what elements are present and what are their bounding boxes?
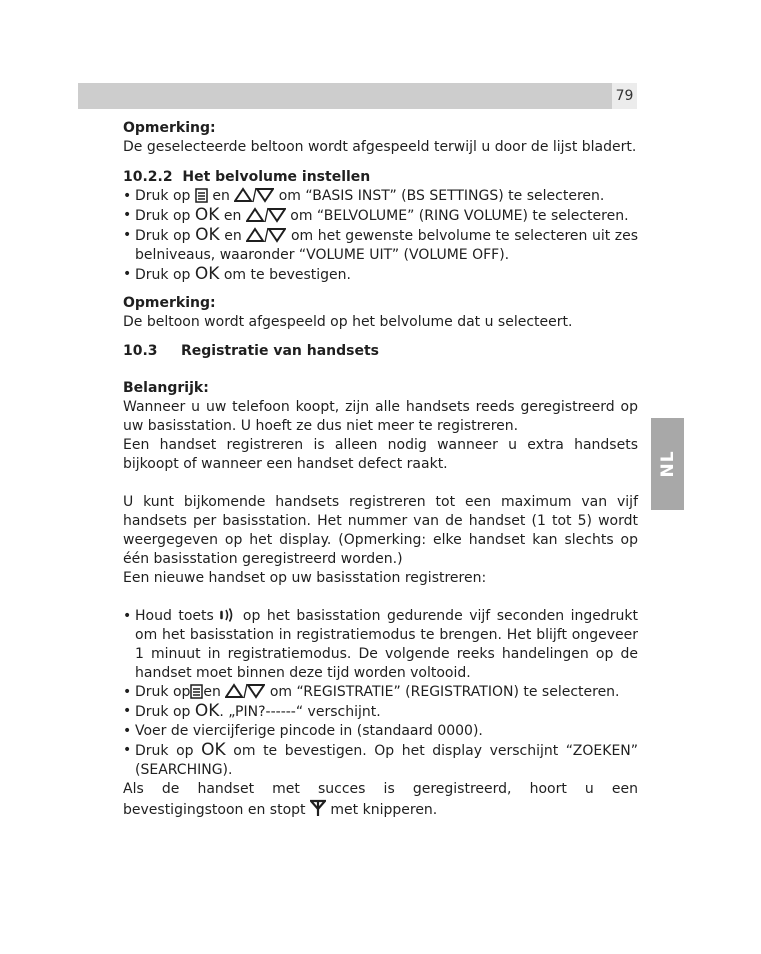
ok-key: OK — [194, 701, 220, 721]
paragraph: U kunt bijkomende handsets registreren tot een maximum van vijf handsets per basisstation. Het nummer van de handset (1 tot 5) wordt weergegeven op het display. (Opmerking: elke handset kan slechts op één basisstation geregistreerd worden.) — [123, 494, 638, 567]
list-item: • Voer de viercijferige pincode in (standaard 0000). — [123, 722, 638, 741]
ok-key: OK — [195, 225, 220, 245]
note1-heading: Opmerking: — [123, 120, 216, 136]
menu-icon — [195, 188, 208, 203]
list-item: • Druk op OK en om het gewenste belvolume te selecteren uit zes belniveaus, waaronder “VOLUME UIT” (VOLUME OFF). — [123, 226, 638, 265]
section-10-2-2-heading — [123, 168, 638, 187]
note2-text: De beltoon wordt afgespeeld op het belvolume dat u selecteert. — [123, 314, 573, 330]
menu-icon — [190, 684, 203, 699]
list-item: • Houd toets op het basisstation gedurende vijf seconden ingedrukt om het basisstation in registratiemodus te brengen. Het blijft ongeveer 1 minuut in registratiemodus. De volgende reeks handelingen op de handset moet binnen deze tijd worden voltooid. — [123, 607, 638, 683]
language-tab-label: NL — [657, 450, 678, 478]
paragraph: Wanneer u uw telefoon koopt, zijn alle handsets reeds geregistreerd op uw basisstation. U hoeft ze dus niet meer te registreren. — [123, 399, 638, 434]
header-bar — [78, 83, 637, 109]
list-item: • Druk op en om “REGISTRATIE” (REGISTRATION) te selecteren. — [123, 683, 638, 702]
paragraph: Een handset registreren is alleen nodig wanneer u extra handsets bijkoopt of wanneer een handset defect raakt. — [123, 437, 638, 472]
section-title: Registratie van handsets — [181, 343, 380, 359]
section-10-3-heading — [123, 342, 638, 361]
up-down-arrow-icon — [246, 227, 286, 243]
paragraph: Als de handset met succes is geregistreerd, hoort u een bevestigingstoon en stopt met knipperen. — [123, 781, 638, 818]
language-tab — [651, 418, 684, 510]
ok-key: OK — [201, 740, 226, 760]
list-item: • Druk op OK om te bevestigen. — [123, 265, 638, 285]
section-title: Het belvolume instellen — [182, 169, 371, 185]
section-number: 10.2.2 — [123, 169, 173, 185]
ok-key: OK — [194, 205, 220, 225]
list-item: • Druk op OK en om “BELVOLUME” (RING VOLUME) te selecteren. — [123, 206, 638, 226]
page-key-icon — [220, 607, 236, 623]
up-down-arrow-icon — [246, 207, 286, 223]
page-number: 79 — [612, 83, 637, 109]
note1-text: De geselecteerde beltoon wordt afgespeeld terwijl u door de lijst bladert. — [123, 139, 637, 155]
note2-heading: Opmerking: — [123, 295, 216, 311]
list-item: • Druk op en om “BASIS INST” (BS SETTINGS) te selecteren. — [123, 187, 638, 206]
antenna-icon — [310, 799, 326, 817]
section-number: 10.3 — [123, 343, 158, 359]
list-item: • Druk op OK. „PIN?------“ verschijnt. — [123, 702, 638, 722]
ok-key: OK — [194, 264, 220, 284]
list-item: • Druk op OK om te bevestigen. Op het display verschijnt “ZOEKEN” (SEARCHING). — [123, 741, 638, 780]
paragraph: Een nieuwe handset op uw basisstation registreren: — [123, 570, 487, 586]
page-content — [123, 119, 638, 820]
up-down-arrow-icon — [225, 683, 265, 699]
up-down-arrow-icon — [234, 187, 274, 203]
important-heading: Belangrijk: — [123, 380, 209, 396]
